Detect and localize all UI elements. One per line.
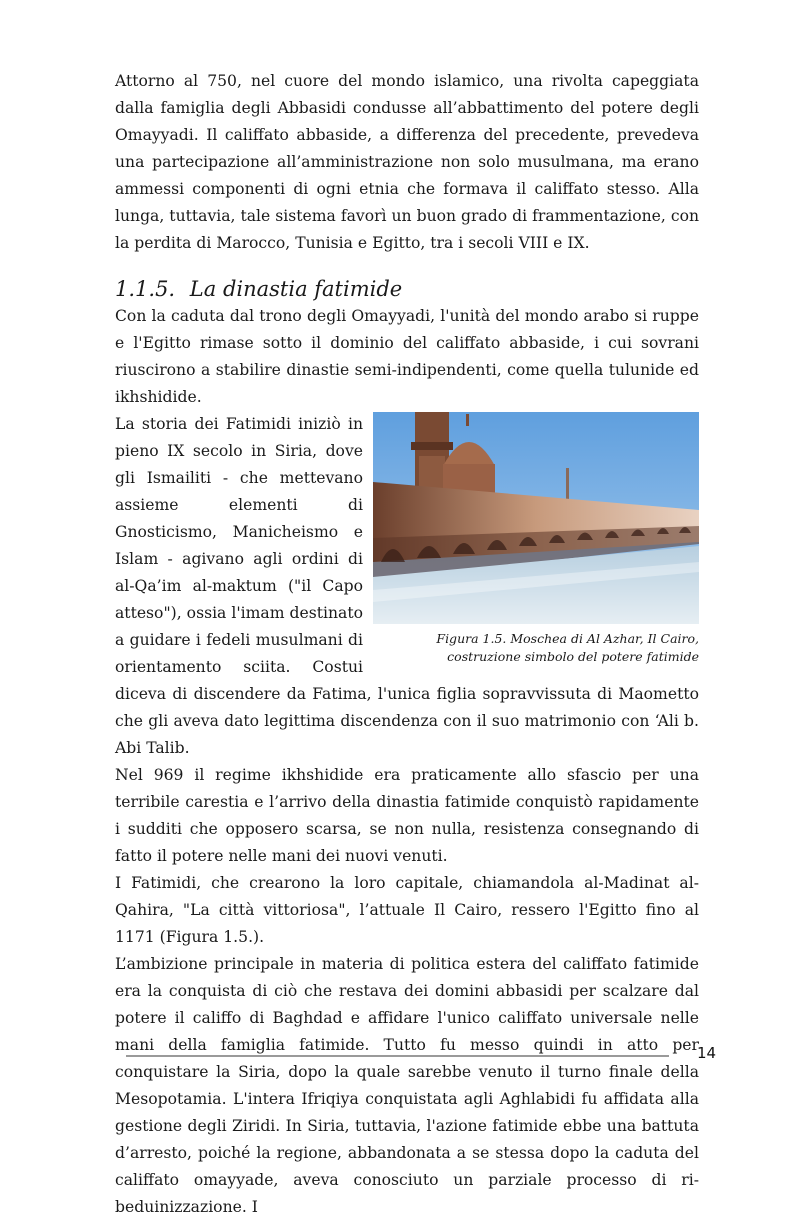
paragraph-abbasidi: Attorno al 750, nel cuore del mondo islamico, una rivolta capeggiata dalla famiglia degli Abbasidi condusse all’abbattimento del potere degli Omayyadi. Il califfato abbaside, a differenza del precedente, prevedeva una partecipazione all’amministrazione non solo musulmana, ma erano ammessi componenti di ogni etnia che formava il califfato stesso. Alla lunga, tuttavia, tale sistema favorì un buon grado di frammentazione, con la perdita di Marocco, Tunisia e Egitto, tra i secoli VIII e IX. [115, 72, 699, 252]
figure-caption [373, 630, 699, 666]
paragraph-politica-estera: L’ambizione principale in materia di politica estera del califfato fatimide era la conquista di ciò che restava dei domini abbasidi per scalzare dal potere il califfo di Baghdad e affidare l'unico califfato universale nelle mani della famiglia fatimide. Tutto fu messo quindi in atto per conquistare la Siria, dopo la quale sarebbe venuto il turno finale della Mesopotamia. L'intera Ifriqiya conquistata agli Aghlabidi fu affidata alla gestione degli Ziridi. In Siria, tuttavia, l'azione fatimide ebbe una battuta d’arresto, poiché la regione, abbandonata a se stessa dopo la caduta del califfato omayyade, aveva conosciuto un parziale processo di ri-beduinizzazione. I [115, 955, 699, 1216]
figure [373, 412, 699, 666]
wrapped-section [115, 411, 699, 762]
page-body [115, 68, 699, 1221]
page-number: 14 [697, 1044, 717, 1062]
paragraph-intro: Con la caduta dal trono degli Omayyadi, l'unità del mondo arabo si ruppe e l'Egitto rimase sotto il dominio del califfato abbaside, i cui sovrani riuscirono a stabilire dinastie semi-indipendenti, come quella tulunide ed ikhshidide. [115, 307, 699, 406]
footer-rule [126, 1055, 669, 1057]
section-title: La dinastia fatimide [189, 277, 403, 301]
paragraph-fatimidi: La storia dei Fatimidi iniziò in pieno IX secolo in Siria, dove gli Ismailiti - che mettevano assieme elementi di Gnosticismo, Manicheismo e Islam - agivano agli ordini di al-Qa’im al-maktum ("il Capo atteso"), ossia l'imam destinato a guidare i fedeli musulmani di orientamento sciita. Costui diceva di discendere da Fatima, l'unica figlia sopravvissuta di Maometto che gli aveva dato legittima discendenza con il suo matrimonio con ‘Ali b. Abi Talib. [115, 415, 699, 757]
caption-line-1: Figura 1.5. Moschea di Al Azhar, Il Cairo, [436, 631, 699, 646]
paragraph-cairo: I Fatimidi, che crearono la loro capitale, chiamandola al-Madinat al-Qahira, "La città vittoriosa", l’attuale Il Cairo, ressero l'Egitto fino al 1171 (Figura 1.5.). [115, 874, 699, 946]
section-heading [115, 275, 699, 303]
mosque-photo [373, 412, 699, 624]
caption-line-2: costruzione simbolo del potere fatimide [447, 649, 699, 664]
section-number: 1.1.5. [115, 277, 176, 301]
paragraph-ikhshidide: Nel 969 il regime ikhshidide era praticamente allo sfascio per una terribile carestia e l’arrivo della dinastia fatimide conquistò rapidamente i sudditi che opposero scarsa, se non nulla, resistenza consegnando di fatto il potere nelle mani dei nuovi venuti. [115, 766, 699, 865]
